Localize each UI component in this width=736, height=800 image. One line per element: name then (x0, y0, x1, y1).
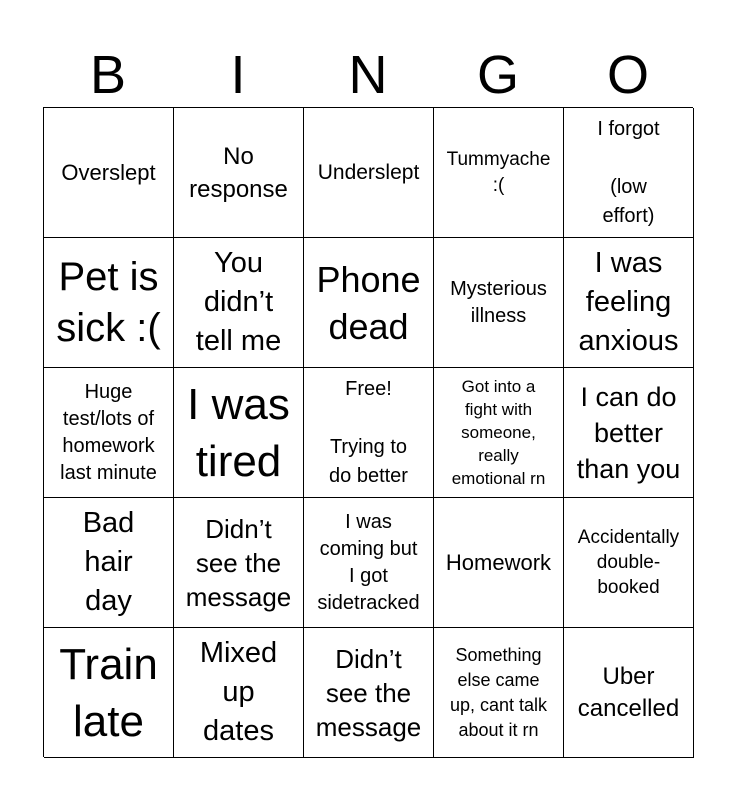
bingo-cell-r5c2[interactable] (174, 628, 304, 758)
header-letter-i: I (230, 45, 246, 105)
bingo-cell-text: Homework (445, 550, 552, 575)
bingo-cell-text: Didn’t see the message (185, 513, 292, 612)
bingo-cell-text: I was tired (187, 379, 290, 486)
bingo-cell-r4c1[interactable] (44, 498, 174, 628)
bingo-cell-text: Uber cancelled (577, 662, 680, 722)
bingo-cell-r1c1[interactable] (44, 108, 174, 238)
header-letter-b: B (89, 45, 127, 105)
bingo-header (43, 46, 693, 104)
bingo-cell-text: Bad hair day (82, 507, 135, 617)
bingo-cell-text: Mixed up dates (199, 637, 278, 747)
bingo-cell-text: Train late (59, 639, 158, 746)
bingo-cell-r2c2[interactable] (174, 238, 304, 368)
bingo-cell-r3c2[interactable] (174, 368, 304, 498)
bingo-cell-text: Free! Trying to do better (329, 377, 408, 487)
bingo-cell-text: I forgot (low effort) (597, 117, 660, 227)
bingo-cell-text: No response (189, 142, 288, 203)
bingo-cell-r5c3[interactable] (304, 628, 434, 758)
bingo-cell-text: Pet is sick :( (56, 254, 161, 350)
bingo-cell-r5c5[interactable] (564, 628, 694, 758)
bingo-cell-r5c4[interactable] (434, 628, 564, 758)
bingo-cell-r1c4[interactable] (434, 108, 564, 238)
bingo-cell-text: I was coming but I got sidetracked (317, 510, 420, 614)
bingo-cell-r2c4[interactable] (434, 238, 564, 368)
bingo-cell-text: You didn’t tell me (195, 247, 282, 357)
bingo-cell-text: Accidentally double- booked (577, 527, 680, 598)
bingo-cell-r1c2[interactable] (174, 108, 304, 238)
bingo-cell-text: Got into a fight with someone, really emotional rn (451, 377, 546, 488)
bingo-cell-r3c4[interactable] (434, 368, 564, 498)
bingo-cell-text: Mysterious illness (450, 277, 547, 327)
bingo-cell-r3c1[interactable] (44, 368, 174, 498)
bingo-cell-r1c3[interactable] (304, 108, 434, 238)
bingo-cell-text: Didn’t see the message (315, 643, 422, 742)
bingo-cell-r4c2[interactable] (174, 498, 304, 628)
header-letter-o: O (606, 45, 649, 105)
bingo-cell-text: Underslept (317, 160, 420, 184)
bingo-cell-text: I was feeling anxious (578, 247, 679, 357)
bingo-cell-r1c5[interactable] (564, 108, 694, 238)
bingo-cell-r4c3[interactable] (304, 498, 434, 628)
bingo-cell-r2c3[interactable] (304, 238, 434, 368)
header-letter-n: N (348, 45, 388, 105)
bingo-cell-r4c4[interactable] (434, 498, 564, 628)
bingo-cell-text: Phone dead (316, 258, 421, 347)
bingo-grid (43, 107, 693, 757)
bingo-cell-r3c3[interactable] (304, 368, 434, 498)
bingo-cell-r3c5[interactable] (564, 368, 694, 498)
header-letter-g: G (476, 45, 519, 105)
bingo-cell-r2c1[interactable] (44, 238, 174, 368)
bingo-cell-r2c5[interactable] (564, 238, 694, 368)
bingo-cell-r5c1[interactable] (44, 628, 174, 758)
bingo-cell-r4c5[interactable] (564, 498, 694, 628)
bingo-cell-text: Overslept (61, 160, 156, 185)
bingo-cell-text: Huge test/lots of homework last minute (60, 380, 157, 484)
bingo-cell-text: I can do better than you (576, 381, 681, 484)
bingo-cell-text: Tummyache :( (446, 148, 551, 196)
bingo-cell-text: Something else came up, cant talk about it rn (449, 644, 548, 740)
